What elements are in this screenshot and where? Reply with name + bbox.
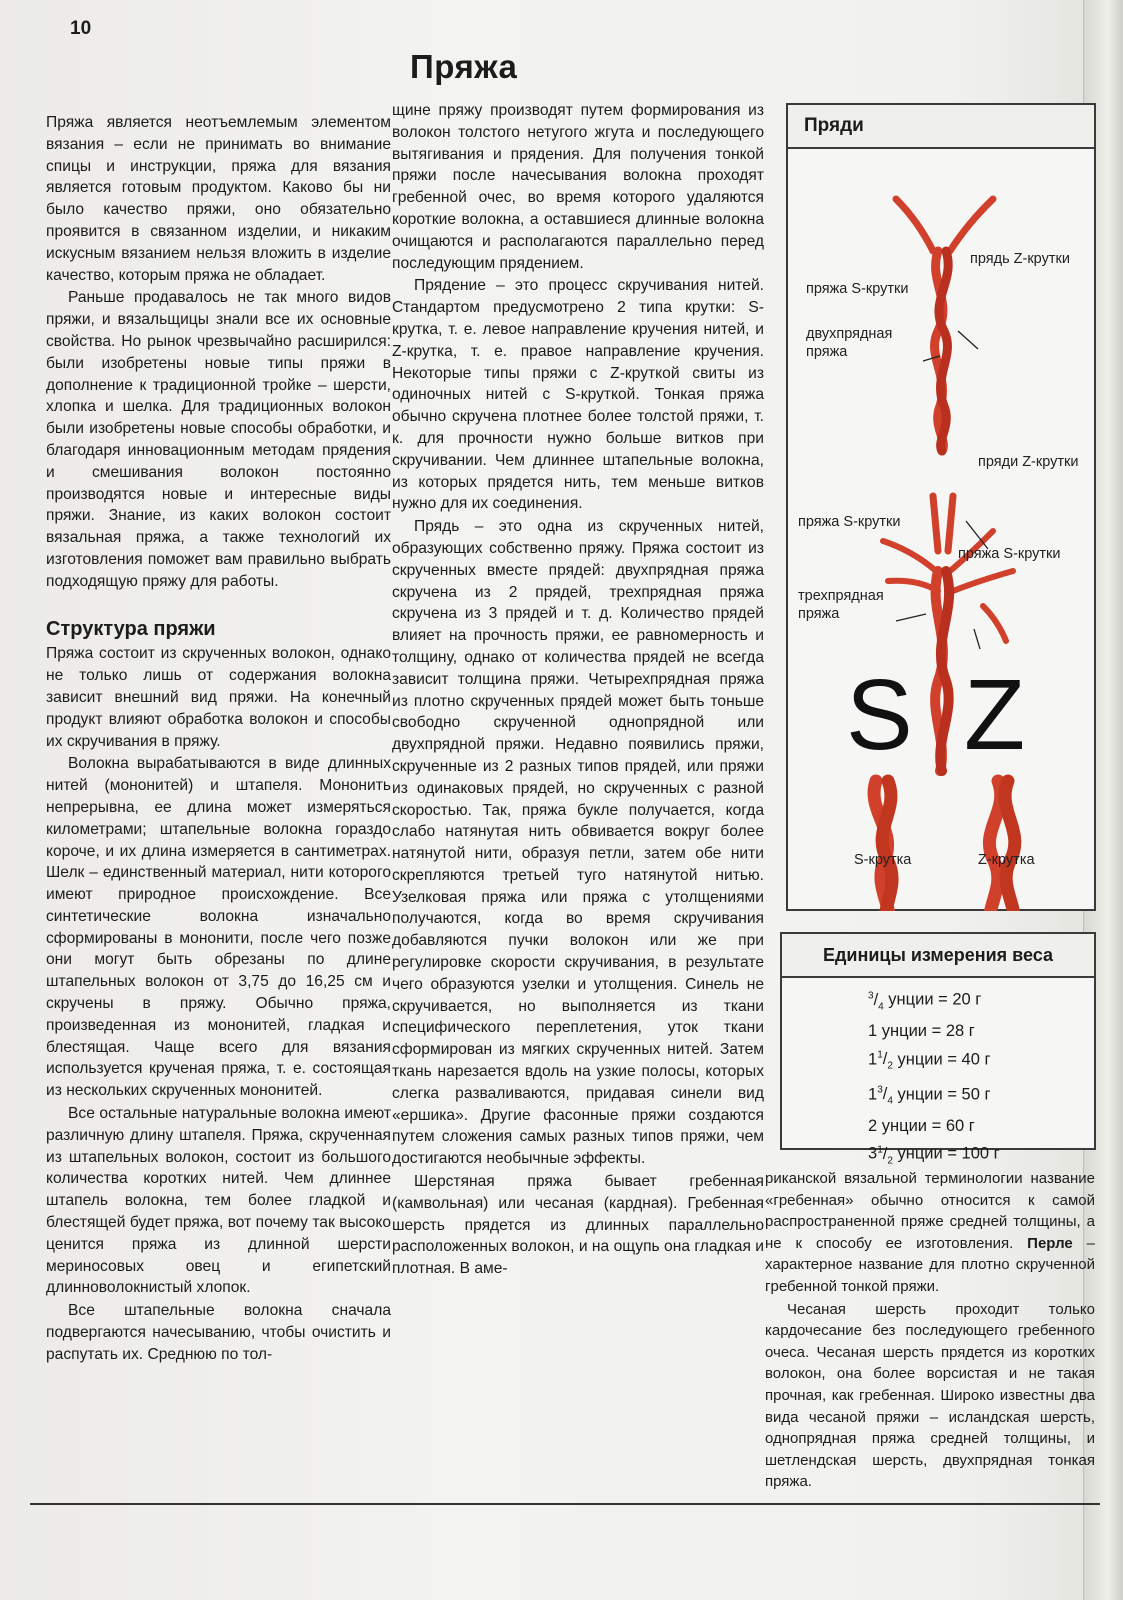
caption-z-twist: Z-крутка [978,852,1035,868]
units-fraction: $^1/_2$ [877,1049,893,1072]
units-whole: 1 [868,1085,878,1104]
s-twist-yarn-icon [874,781,892,911]
paragraph: Пряжа является неотъемлемым элементом вязания – если не принимать во внимание спицы и инструкции, пряжа для вязания является готовым продуктом. Каково бы ни было качество пряжи, оно обязательно проявится в связанном изделии, и никаким искусным вязанием нельзя вложить в изделие качество, которым пряжа не обладает. [46,114,391,284]
z-twist-yarn-icon [989,781,1015,911]
label-yarn-s-left: пряжа S-крутки [798,514,901,530]
paragraph: Все остальные натуральные волокна имеют различную длину штапеля. Пряжа, скрученная из штапельных волокон, состоит из большого количества коротких нитей. Чем длиннее штапель волокна, тем более гладкой и блестящей будет пряжа, вот почему так высоко ценится пряжа из длинной шерсти мериносовых овец и египетский длинноволокнистый хлопок. [46,1105,391,1297]
caption-two-ply: двухпрядная пряжа [806,326,893,360]
section-heading: Структура пряжи [46,617,216,640]
units-row [868,1019,1094,1043]
paragraph: Раньше продавалось не так много видов пряжи, и вязальщицы знали все их основные свойства. Но рынок чрезвычайно расширился: были изобретены новые типы пряжи в дополнение к традиционной тройке – шерсти, хлопка и шелка. Для традиционных волокон были изобретены новые способы обработки, и благодаря инновационным методам прядения и смешивания волокон постоянно производятся новые и интересные виды пряжи. Знание, из каких волокон состоит вязальная пряжа, а также технологий их изготовления поможет вам правильно выбрать подходящую пряжу для работы. [46,289,391,590]
weight-units-table [780,932,1096,1167]
strands-title: Пряди [788,105,1094,149]
units-row [868,1044,1094,1079]
page-number: 10 [70,18,92,39]
units-title: Единицы измерения веса [782,934,1094,978]
s-letter: S [846,659,913,771]
paragraph: Шерстяная пряжа бывает гребенная (камвольная) или чесаная (кардная). Гребенная шерсть прядется из длинных параллельно расположенных волокон, и на ощупь она гладкая и плотная. В аме- [392,1173,764,1278]
units-value: унции = 100 г [892,1144,1000,1163]
paragraph: Чесаная шерсть проходит только кардочесание без последующего гребенного очеса. Чесаная шерсть прядется из коротких волокон, она более ворсистая и не такая прочная, как гребенная. Широко известны два вида чесаной пряжи – исландская шерсть, однопрядная пряжа средней толщины, и шетлендская шерсть, двухпрядная тонкая пряжа. [765,1300,1095,1491]
units-whole: 3 [868,1144,878,1163]
paragraph: Прядение – это процесс скручивания нитей. Стандартом предусмотрено 2 типа крутки: S-крутка, т. е. левое направление кручения нитей, и Z-крутка, т. е. правое направление кручения. Некоторые типы пряжи с Z-круткой свиты из одиночных нитей с S-круткой. Тонкая пряжа обычно скручена плотнее более толстой пряжи, т. к. для прочности нужно больше витков при скручивании. Чем длиннее штапельные волокна, из которых прядется нить, тем меньше витков нужно для их соединения. [392,277,764,513]
units-fraction: $^1/_2$ [877,1144,893,1167]
units-value: унции = 28 г [877,1022,975,1041]
paragraph: щине пряжу производят путем формирования из волокон толстого нетугого жгута и последующего вытягивания и прядения. Для получения тонкой пряжи после начесывания волокна проходят гребенной очес, во время которого удаляются короткие волокна, а оставшиеся длинные волокна очищаются и располагаются параллельно перед последующим прядением. [392,102,764,272]
paragraph: Пряжа состоит из скрученных волокон, однако не только лишь от содержания волокна зависит внешний вид пряжи. На конечный продукт влияют обработка волокон и способы их скручивания в пряжу. [46,645,391,750]
column-2 [392,100,764,1281]
column-1 [46,112,391,1367]
label-yarn-s-right: пряжа S-крутки [958,546,1061,562]
units-value: унции = 50 г [892,1085,991,1104]
paragraph: Все штапельные волокна сначала подвергаются начесыванию, чтобы очистить и распутать их. Среднюю по тол- [46,1302,391,1363]
units-row [868,984,1094,1019]
units-value: унции = 40 г [892,1050,991,1069]
units-whole: 2 [868,1117,878,1136]
units-fraction: $^3/_4$ [877,1084,893,1107]
z-letter: Z [964,659,1026,771]
paragraph: Волокна вырабатываются в виде длинных нитей (мононитей) и штапеля. Мононить непрерывна, ее длина может измеряться километрами; штапельные волокна гораздо короче, и их длина измеряется в сантиметрах. Шелк – единственный материал, нити которого имеют природное происхождение. Все синтетические волокна изначально сформированы в мононити, после чего позже они могут быть обрезаны по длине штапельных волокон от 3,75 до 16,25 см и скручены в пряжу. Обычно пряжа, произведенная из мононитей, гладкая и блестящая. Чаще всего для вязания используется крученая пряжа, т. е. состоящая из нескольких скрученных мононитей. [46,755,391,1100]
units-value: унции = 20 г [883,990,982,1009]
units-fraction: $^3/_4$ [868,990,884,1012]
units-list [782,978,1094,1174]
units-row [868,1079,1094,1114]
label-strand-z: прядь Z-крутки [970,251,1070,267]
caption-three-ply: трехпрядная пряжа [798,588,884,622]
paragraph-text: – характерное название для плотно скрученной гребенной тонкой пряжи. [765,1234,1095,1295]
paragraph: Прядь – это одна из скрученных нитей, образующих собственно пряжу. Пряжа состоит из скрученных вместе прядей: двухпрядная пряжа скручена из 2 прядей, трехпрядная пряжа скручена из 3 прядей и т. д. Количество прядей влияет на прочность пряжи, ее равномерность и толщину, однако от количества прядей не всегда зависит толщина пряжи. Четырехпрядная пряжа из плотно скрученных прядей может быть тоньше свободно скрученной однопрядной или двухпрядной пряжи. Недавно появились пряжи, скрученные из 2 разных типов прядей, или пряжи из одинаковых прядей, но скрученных с разной скоростью. Так, пряжа букле получается, когда слабо натянутая нить обвивается вокруг более натянутой нити, образуя петли, затем обе нити скрепляются третьей туго натянутой нитью. Узелковая пряжа или пряжа с утолщениями получаются, когда во время скручивания добавляются пучки волокон или же при регулировке скорости скручивания, в результате чего образуются узелки и утолщения. Синель не скручивается, но выполняется из ткани специфического переплетения, уток ткани сформирован из мягких скрученных нитей. Затем ткань нарезается вдоль на узкие полосы, которых слегка разваливаются, придавая синели вид «ершика». Другие фасонные пряжи создаются путем сложения самых разных типов пряжи, чем достигаются необычные эффекты. [392,518,764,1168]
units-whole: 1 [868,1050,878,1069]
caption-s-twist: S-крутка [854,852,912,868]
strands-sidebar [786,103,1096,911]
paragraph [765,1168,1095,1298]
units-whole: 1 [868,1022,878,1041]
label-strands-z: пряди Z-крутки [978,454,1079,470]
bottom-rule [30,1503,1100,1505]
column-3 [765,1168,1095,1494]
term-perle: Перле [1027,1234,1073,1252]
paragraph-text: риканской вязальной терминологии название «гребенная» обычно относится к самой распространенной пряже средней толщины, а не к способу ее изготовления. [765,1170,1095,1252]
units-row [868,1114,1094,1138]
units-value: унции = 60 г [877,1117,975,1136]
page-title: Пряжа [410,48,518,85]
label-yarn-s: пряжа S-крутки [806,281,909,297]
